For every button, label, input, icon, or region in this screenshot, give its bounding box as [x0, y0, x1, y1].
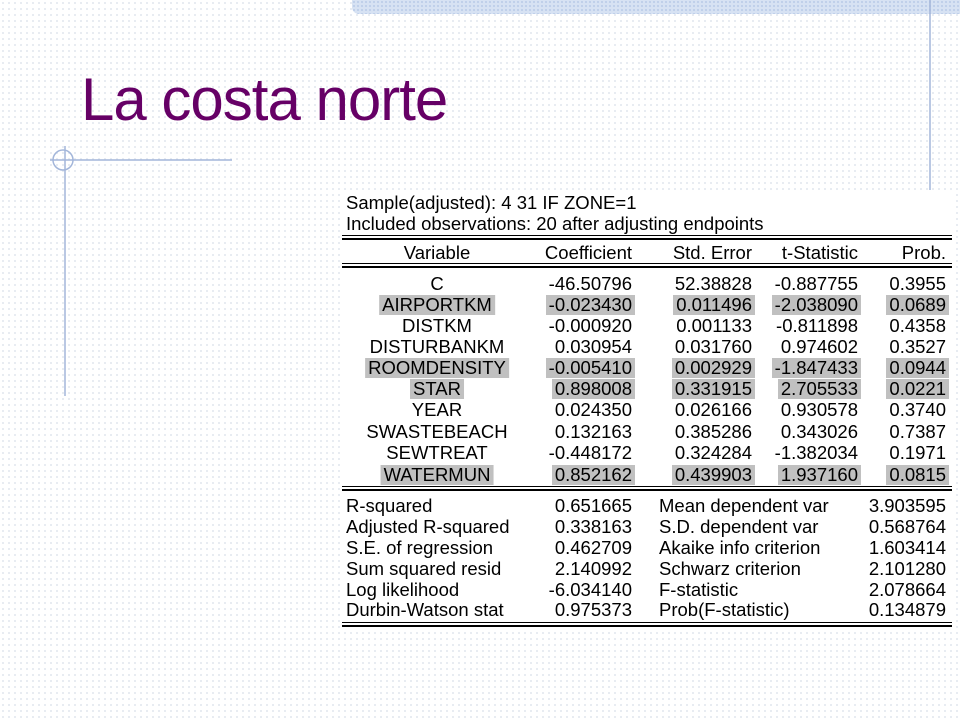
- header-coefficient: Coefficient: [544, 242, 632, 263]
- t-statistic-cell: -1.382034: [774, 442, 858, 463]
- variable-cell: SWASTEBEACH: [366, 421, 508, 442]
- stat-value: 1.603414: [868, 537, 946, 558]
- prob-cell: 0.0944: [886, 358, 949, 378]
- stat-label: Adjusted R-squared: [346, 516, 510, 537]
- header-variable: Variable: [403, 242, 471, 263]
- stat-value: 2.101280: [868, 558, 946, 579]
- coefficient-cell: -0.000920: [548, 315, 632, 336]
- stat-value: 2.078664: [868, 579, 946, 600]
- stat-label: S.E. of regression: [346, 537, 494, 558]
- prob-cell: 0.0689: [886, 295, 949, 315]
- stats-row: [342, 538, 952, 558]
- stat-value: 2.140992: [554, 558, 632, 579]
- stats-row: [342, 580, 952, 600]
- table-header-row: [342, 243, 952, 263]
- top-band-decoration: [352, 0, 960, 14]
- stat-label: Akaike info criterion: [659, 537, 821, 558]
- stat-value: 0.651665: [554, 495, 632, 516]
- table-row: [342, 379, 952, 399]
- coefficient-cell: -0.448172: [548, 442, 632, 463]
- variable-cell: AIRPORTKM: [379, 295, 495, 315]
- std-error-cell: 0.026166: [674, 399, 752, 420]
- stat-value: 0.568764: [868, 516, 946, 537]
- table-rule: [342, 486, 952, 491]
- variable-cell: DISTURBANKM: [369, 336, 505, 357]
- std-error-cell: 0.385286: [674, 421, 752, 442]
- std-error-cell: 0.011496: [673, 295, 755, 315]
- table-row: [342, 274, 952, 294]
- stat-label: F-statistic: [659, 579, 739, 600]
- header-std-error: Std. Error: [672, 242, 752, 263]
- t-statistic-cell: -1.847433: [772, 358, 861, 378]
- coefficient-cell: 0.024350: [554, 399, 632, 420]
- table-row: [342, 465, 952, 485]
- std-error-cell: 0.001133: [676, 315, 752, 336]
- table-row: [342, 443, 952, 463]
- prob-cell: 0.3955: [889, 273, 946, 294]
- t-statistic-cell: -2.038090: [772, 295, 861, 315]
- t-statistic-cell: 0.974602: [780, 336, 858, 357]
- coefficient-cell: 0.132163: [554, 421, 632, 442]
- stat-label: Mean dependent var: [659, 495, 829, 516]
- stat-label: R-squared: [346, 495, 433, 516]
- header-t-statistic: t-Statistic: [781, 242, 858, 263]
- stats-row: [342, 600, 952, 620]
- table-rule: [342, 235, 952, 240]
- variable-cell: WATERMUN: [381, 465, 494, 485]
- prob-cell: 0.3740: [889, 399, 946, 420]
- table-rule: [342, 263, 952, 268]
- coefficient-cell: -0.005410: [546, 358, 635, 378]
- variable-cell: ROOMDENSITY: [365, 358, 509, 378]
- slide-title: La costa norte: [81, 66, 448, 133]
- coefficient-cell: 0.898008: [552, 379, 635, 399]
- coefficient-cell: 0.030954: [554, 336, 632, 357]
- t-statistic-cell: 0.343026: [780, 421, 858, 442]
- crosshair-circle: [53, 150, 73, 170]
- variable-cell: C: [430, 273, 444, 294]
- t-statistic-cell: 2.705533: [778, 379, 861, 399]
- std-error-cell: 0.439903: [672, 465, 755, 485]
- std-error-cell: 0.002929: [672, 358, 755, 378]
- stat-value: 0.975373: [554, 599, 632, 620]
- stat-label: Durbin-Watson stat: [346, 599, 504, 620]
- coefficient-cell: 0.852162: [552, 465, 635, 485]
- header-prob: Prob.: [901, 242, 946, 263]
- stat-label: Sum squared resid: [346, 558, 502, 579]
- variable-cell: YEAR: [411, 399, 463, 420]
- observations-info: Included observations: 20 after adjusting endpoints: [346, 213, 764, 234]
- stat-label: S.D. dependent var: [659, 516, 819, 537]
- prob-cell: 0.3527: [889, 336, 946, 357]
- stats-row: [342, 559, 952, 579]
- stat-value: 0.462709: [554, 537, 632, 558]
- std-error-cell: 0.324284: [674, 442, 752, 463]
- stats-row: [342, 496, 952, 516]
- regression-output-table: [342, 190, 952, 628]
- variable-cell: STAR: [410, 379, 464, 399]
- variable-cell: DISTKM: [402, 315, 472, 336]
- table-row: [342, 400, 952, 420]
- stats-row: [342, 517, 952, 537]
- table-row: [342, 316, 952, 336]
- table-rule: [342, 622, 952, 627]
- stat-label: Log likelihood: [346, 579, 460, 600]
- std-error-cell: 0.031760: [674, 336, 752, 357]
- prob-cell: 0.0815: [886, 465, 949, 485]
- stat-label: Schwarz criterion: [659, 558, 801, 579]
- coefficient-cell: -46.50796: [548, 273, 632, 294]
- t-statistic-cell: -0.811898: [776, 315, 858, 336]
- std-error-cell: 52.38828: [674, 273, 752, 294]
- coefficient-cell: -0.023430: [546, 295, 635, 315]
- t-statistic-cell: 1.937160: [778, 465, 861, 485]
- stat-value: 0.338163: [554, 516, 632, 537]
- std-error-cell: 0.331915: [672, 379, 755, 399]
- prob-cell: 0.7387: [889, 421, 946, 442]
- stat-label: Prob(F-statistic): [659, 599, 790, 620]
- stat-value: -6.034140: [548, 579, 632, 600]
- variable-cell: SEWTREAT: [386, 442, 488, 463]
- table-row: [342, 295, 952, 315]
- prob-cell: 0.4358: [889, 315, 946, 336]
- table-row: [342, 358, 952, 378]
- table-row: [342, 422, 952, 442]
- t-statistic-cell: -0.887755: [774, 273, 858, 294]
- prob-cell: 0.0221: [886, 379, 949, 399]
- t-statistic-cell: 0.930578: [780, 399, 858, 420]
- table-row: [342, 337, 952, 357]
- stat-value: 0.134879: [868, 599, 946, 620]
- prob-cell: 0.1971: [889, 442, 946, 463]
- sample-info: Sample(adjusted): 4 31 IF ZONE=1: [346, 192, 637, 213]
- stat-value: 3.903595: [868, 495, 946, 516]
